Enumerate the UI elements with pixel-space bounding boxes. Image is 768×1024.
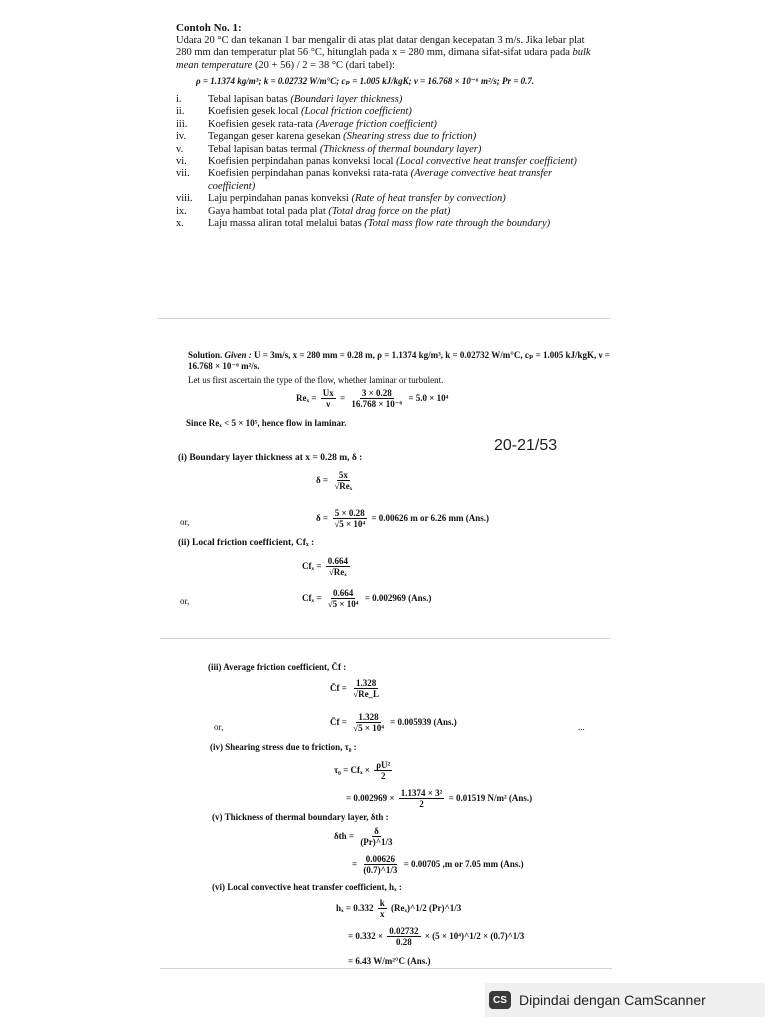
p2-l2n: 0.664 (332, 588, 354, 598)
question-number: ii. (176, 106, 185, 118)
question-text (194, 131, 476, 143)
p4-l2n: 1.1374 × 3² (400, 788, 443, 798)
part-ii-formula (302, 556, 352, 578)
p4-l2: = 0.002969 × (346, 793, 395, 804)
question-list (176, 94, 596, 230)
question-text-id: Koefisien gesek local (208, 106, 302, 118)
part-vi-substitution (348, 926, 524, 948)
question-text-en: (Total drag force on the plat) (328, 205, 451, 217)
part-v-heading: (v) Thickness of thermal boundary layer, δth : (212, 812, 389, 822)
question-item (176, 106, 596, 118)
re-frac-1 (321, 388, 336, 410)
p4-l2d: 2 (419, 799, 424, 809)
p6-l1d: x (379, 909, 385, 919)
question-item (176, 144, 596, 156)
given-values: U = 3m/s, x = 280 mm = 0.28 m, ρ = 1.1374 kg/m³, k = 0.02732 W/m°C, cₚ = 1.005 kJ/kgK, ν = 16.768 × 10⁻⁶ m²/s. (188, 350, 610, 371)
question-text-id: Gaya hambat total pada plat (208, 205, 329, 217)
question-text-id: Koefisien perpindahan panas konveksi rata-rata (208, 168, 411, 180)
re-eq: = (339, 393, 346, 404)
question-item (176, 156, 596, 168)
air-properties: ρ = 1.1374 kg/m³; k = 0.02732 W/m°C; cₚ = 1.005 kJ/kgK; ν = 16.768 × 10⁻⁶ m²/s; Pr = 0.7. (196, 76, 535, 87)
re-lhs: Reₓ = (296, 393, 317, 404)
p3-l1n: 1.328 (355, 678, 377, 688)
p5-l1d: (Pr)^1/3 (360, 837, 393, 847)
p1-l2d: √5 × 10⁴ (334, 519, 366, 529)
p3-l2n: 1.328 (358, 712, 379, 722)
p2-or: or, (180, 596, 190, 606)
p5-l2d: (0.7)^1/3 (363, 865, 398, 875)
p3-or: or, (214, 722, 224, 732)
question-text-id: Laju massa aliran total melalui batas (208, 218, 365, 230)
question-item (176, 193, 596, 205)
page-divider (158, 318, 610, 319)
re-frac-2 (349, 388, 404, 410)
question-text (194, 206, 450, 218)
page-divider-3 (160, 968, 612, 969)
part-iv-heading: (iv) Shearing stress due to friction, τ₀ : (210, 742, 357, 752)
question-number: viii. (176, 193, 193, 205)
since-laminar: Since Reₓ < 5 × 10⁵, hence flow in laminar. (186, 418, 347, 428)
camscanner-text: Dipindai dengan CamScanner (519, 992, 706, 1008)
question-text-en: (Rate of heat transfer by convection) (351, 193, 506, 205)
p2-frac2 (326, 588, 361, 610)
flow-check-text: Let us first ascertain the type of the flow, whether laminar or turbulent. (188, 375, 444, 385)
example-title: Contoh No. 1: (176, 22, 242, 34)
part-vi-result: = 6.43 W/m²°C (Ans.) (348, 956, 431, 966)
re-rhs: = 5.0 × 10⁴ (408, 393, 449, 404)
question-item (176, 94, 596, 106)
problem-intro (176, 35, 596, 73)
part-v-result (352, 854, 524, 876)
p2-l1: Cfₓ = (302, 561, 322, 572)
p5-frac1 (358, 826, 394, 848)
p2-l2d: √5 × 10⁴ (327, 599, 359, 609)
reynolds-equation (296, 388, 448, 410)
question-text (194, 106, 412, 118)
camscanner-watermark (485, 983, 765, 1017)
p1-l2r: = 0.00626 m or 6.26 mm (Ans.) (371, 513, 490, 524)
re-f1n: Ux (322, 388, 334, 398)
question-text-en: (Local friction coefficient) (301, 106, 412, 118)
part-ii-result (302, 588, 431, 610)
question-number: x. (176, 218, 184, 230)
p2-l1n: 0.664 (327, 556, 348, 566)
question-text (194, 156, 577, 168)
part-v-formula (334, 826, 397, 848)
p4-l1d: 2 (380, 771, 386, 781)
question-item (176, 131, 596, 143)
question-text-en: (Total mass flow rate through the boundary) (364, 218, 551, 230)
question-text (194, 94, 402, 106)
question-text (194, 119, 437, 131)
p1-l1n: 5x (338, 470, 348, 480)
p1-l2: δ = (316, 513, 329, 524)
question-number: vii. (176, 168, 190, 180)
question-text-en: (Thickness of thermal boundary layer) (319, 143, 482, 155)
question-text-en: (Shearing stress due to friction) (343, 131, 477, 143)
question-text-id: Laju perpindahan panas konveksi (208, 193, 352, 205)
question-number: v. (176, 143, 184, 155)
problem-statement (176, 22, 596, 230)
p2-frac1 (326, 556, 350, 578)
part-vi-heading: (vi) Local convective heat transfer coefficient, hₓ : (212, 882, 402, 892)
handwritten-note: 20-21/53 (494, 437, 558, 454)
p6-l1b: (Reₓ)^1/2 (Pr)^1/3 (390, 903, 462, 914)
question-item (176, 218, 596, 230)
given-label: Given : (224, 350, 252, 360)
question-text-id: Tegangan geser karena gesekan (208, 131, 344, 143)
question-text (194, 218, 550, 230)
p6-frac1 (378, 898, 387, 920)
p5-l2r: = 0.00705 ,m or 7.05 mm (Ans.) (403, 859, 524, 870)
intro-text-a: Udara 20 °C dan tekanan 1 bar mengalir di atas plat datar dengan kecepatan 3 m/s. Jika lebar plat 280 mm dan temperatur plat 56 °C, hitunglah pada x = 280 mm, dimana sifat-sifat udara pada (176, 34, 585, 59)
p3-l2r: = 0.005939 (Ans.) (390, 717, 457, 728)
p4-l2r: = 0.01519 N/m² (Ans.) (448, 793, 533, 804)
question-text-en: (Boundari layer thickness) (290, 93, 403, 105)
question-text (194, 168, 596, 193)
question-number: iii. (176, 118, 188, 130)
p4-l1: τ₀ = Cfₓ × (334, 765, 370, 776)
question-number: vi. (176, 156, 187, 167)
question-number: ix. (176, 205, 187, 217)
p3-dots: ... (578, 722, 585, 732)
p3-l2d: √5 × 10⁴ (353, 723, 384, 733)
question-text (194, 193, 506, 205)
p6-frac2 (387, 926, 420, 948)
p5-l1n: δ (374, 826, 379, 836)
p1-frac2 (332, 508, 367, 530)
question-text (194, 144, 481, 156)
question-text-en: (Local convective heat transfer coefficient) (396, 156, 577, 167)
p5-l2n: 0.00626 (365, 854, 395, 864)
p2-l1d: √Reₓ (328, 567, 347, 577)
p2-l2r: = 0.002969 (Ans.) (364, 593, 432, 604)
re-f1d: ν (326, 399, 331, 409)
p6-l1a: hₓ = 0.332 (336, 903, 374, 914)
question-text-id: Koefisien gesek rata-rata (208, 118, 316, 130)
part-i-result (316, 508, 489, 530)
part-iv-formula (334, 760, 394, 782)
p6-l2d: 0.28 (396, 937, 412, 947)
p5-l2: = (352, 859, 358, 870)
part-i-heading: (i) Boundary layer thickness at x = 0.28 m, δ : (178, 453, 363, 463)
question-text-id: Tebal lapisan batas (208, 93, 291, 105)
p3-frac2 (351, 712, 386, 734)
p3-l2: C̄f = (330, 717, 347, 728)
p3-frac1 (351, 678, 381, 700)
question-text-en: (Average convective heat transfer coefficient) (208, 168, 553, 192)
re-f2n: 3 × 0.28 (361, 388, 392, 398)
question-number: iv. (176, 131, 187, 143)
solution-label: Solution. (188, 350, 223, 360)
part-iii-result (330, 712, 457, 734)
part-iv-result (346, 788, 532, 810)
question-text-id: Tebal lapisan batas termal (208, 143, 320, 155)
p6-l2a: = 0.332 × (348, 931, 384, 942)
p4-frac2 (399, 788, 445, 810)
question-item (176, 168, 596, 193)
p5-l1: δth = (334, 831, 355, 842)
p4-l1n: ρU² (376, 760, 391, 770)
question-item (176, 206, 596, 218)
p6-l2b: × (5 × 10⁴)^1/2 × (0.7)^1/3 (424, 931, 525, 942)
page-divider-2 (160, 638, 610, 639)
question-item (176, 119, 596, 131)
p1-l1d: √Reₓ (334, 481, 353, 491)
intro-text-b: (20 + 56) / 2 = 38 °C (dari tabel): (252, 59, 395, 71)
question-text-id: Koefisien perpindahan panas konveksi local (208, 156, 397, 167)
p1-l2n: 5 × 0.28 (334, 508, 365, 518)
part-vi-formula (336, 898, 461, 920)
part-i-formula (316, 470, 356, 492)
p4-frac1 (374, 760, 392, 782)
re-f2d: 16.768 × 10⁻⁶ (351, 399, 403, 409)
p3-l1: C̄f = (330, 683, 347, 694)
p5-frac2 (361, 854, 399, 876)
p6-l1n: k (379, 898, 385, 908)
p1-l1: δ = (316, 475, 329, 486)
camscanner-logo-icon: CS (489, 991, 511, 1009)
intro-emphasis: bulk mean temperature (176, 47, 591, 71)
p1-or: or, (180, 517, 190, 527)
question-number: i. (176, 93, 182, 105)
solution-given (170, 350, 610, 386)
p2-l2: Cfₓ = (302, 593, 322, 604)
p1-frac1 (332, 470, 354, 492)
part-ii-heading: (ii) Local friction coefficient, Cfₓ : (178, 538, 315, 548)
p3-l1d: √Re_L (353, 689, 380, 699)
part-iii-heading: (iii) Average friction coefficient, C̄f : (208, 662, 347, 672)
question-text-en: (Average friction coefficient) (315, 118, 437, 130)
p6-l2n: 0.02732 (389, 926, 419, 936)
part-iii-formula (330, 678, 383, 700)
